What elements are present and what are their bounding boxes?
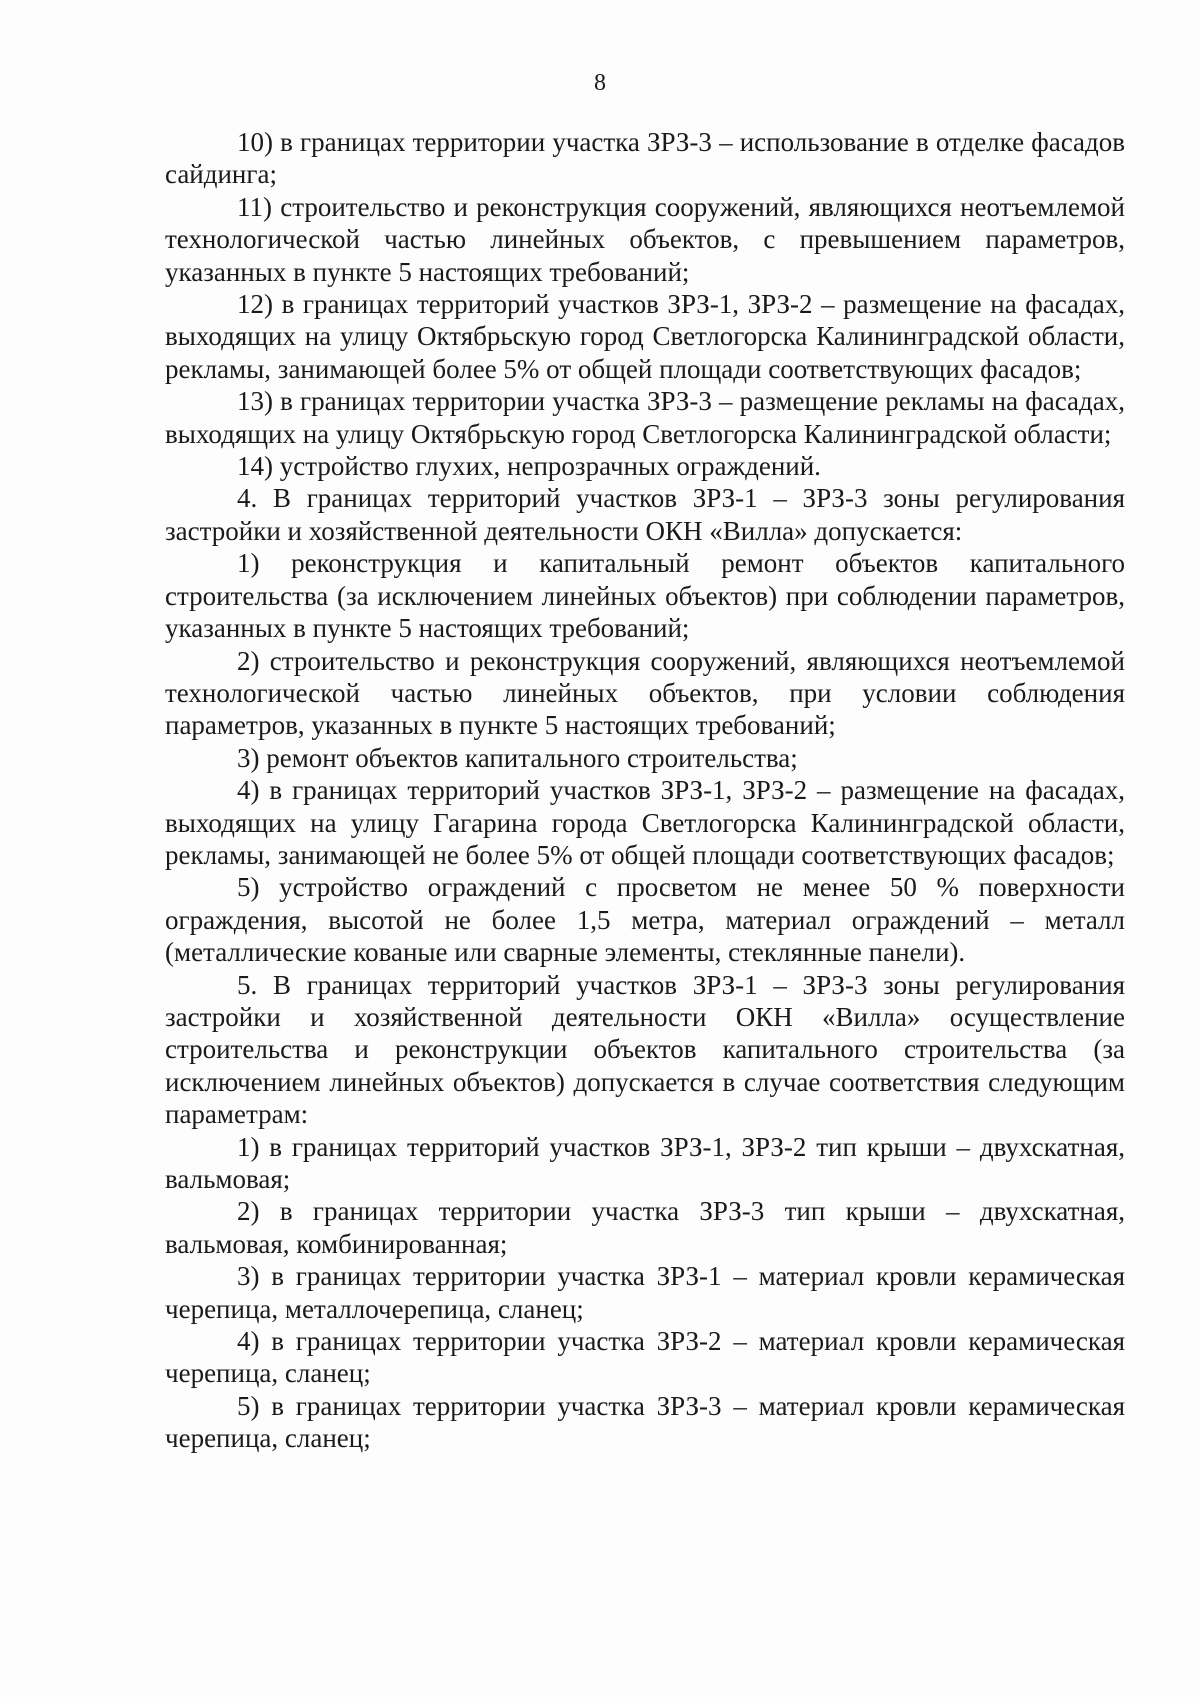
paragraph-section-4-item-4: 4) в границах территорий участков ЗРЗ-1, ЗРЗ-2 – размещение на фасадах, выходящих на улицу Гагарина города Светлогорска Калининградской области, рекламы, занимающей не более 5% от общей площади соответствующих фасадов; <box>165 775 1125 870</box>
paragraph-section-5: 5. В границах территорий участков ЗРЗ-1 – ЗРЗ-3 зоны регулирования застройки и хозяйственной деятельности ОКН «Вилла» осуществление строительства и реконструкции объектов капитального строительства (за исключением линейных объектов) допускается в случае соответствия следующим параметрам: <box>165 969 1125 1130</box>
paragraph-item-11: 11) строительство и реконструкция сооружений, являющихся неотъемлемой технологической частью линейных объектов, с превышением параметров, указанных в пункте 5 настоящих требований; <box>165 191 1125 287</box>
paragraph-section-5-item-4: 4) в границах территории участка ЗРЗ-2 – материал кровли керамическая черепица, сланец; <box>165 1326 1125 1389</box>
paragraph-item-13: 13) в границах территории участка ЗРЗ-3 – размещение рекламы на фасадах, выходящих на улицу Октябрьскую город Светлогорска Калининградской области; <box>165 386 1125 449</box>
paragraph-item-12: 12) в границах территорий участков ЗРЗ-1, ЗРЗ-2 – размещение на фасадах, выходящих на улицу Октябрьскую город Светлогорска Калининградской области, рекламы, занимающей более 5% от общей площади соответствующих фасадов; <box>165 289 1125 384</box>
paragraph-section-4-item-2: 2) строительство и реконструкция сооружений, являющихся неотъемлемой технологической частью линейных объектов, при условии соблюдения параметров, указанных в пункте 5 настоящих требований; <box>165 645 1125 741</box>
paragraph-section-4-item-5: 5) устройство ограждений с просветом не менее 50 % поверхности ограждения, высотой не более 1,5 метра, материал ограждений – металл (металлические кованые или сварные элементы, стеклянные панели). <box>165 872 1125 968</box>
paragraph-section-4-item-1: 1) реконструкция и капитальный ремонт объектов капитального строительства (за исключением линейных объектов) при соблюдении параметров, указанных в пункте 5 настоящих требований; <box>165 548 1125 644</box>
paragraph-section-5-item-3: 3) в границах территории участка ЗРЗ-1 – материал кровли керамическая черепица, металлочерепица, сланец; <box>165 1261 1125 1324</box>
paragraph-section-5-item-1: 1) в границах территорий участков ЗРЗ-1, ЗРЗ-2 тип крыши – двухскатная, вальмовая; <box>165 1131 1125 1194</box>
paragraph-section-4: 4. В границах территорий участков ЗРЗ-1 – ЗРЗ-3 зоны регулирования застройки и хозяйственной деятельности ОКН «Вилла» допускается: <box>165 483 1125 546</box>
page-number: 8 <box>594 70 606 96</box>
paragraph-section-5-item-5: 5) в границах территории участка ЗРЗ-3 – материал кровли керамическая черепица, сланец; <box>165 1390 1125 1454</box>
paragraph-item-10: 10) в границах территории участка ЗРЗ-3 – использование в отделке фасадов сайдинга; <box>165 127 1125 190</box>
document-body <box>165 126 1125 1455</box>
paragraph-item-14: 14) устройство глухих, непрозрачных ограждений. <box>237 451 821 482</box>
paragraph-section-4-item-3: 3) ремонт объектов капитального строительства; <box>237 742 798 773</box>
paragraph-section-5-item-2: 2) в границах территории участка ЗРЗ-3 тип крыши – двухскатная, вальмовая, комбинированная; <box>165 1196 1125 1259</box>
